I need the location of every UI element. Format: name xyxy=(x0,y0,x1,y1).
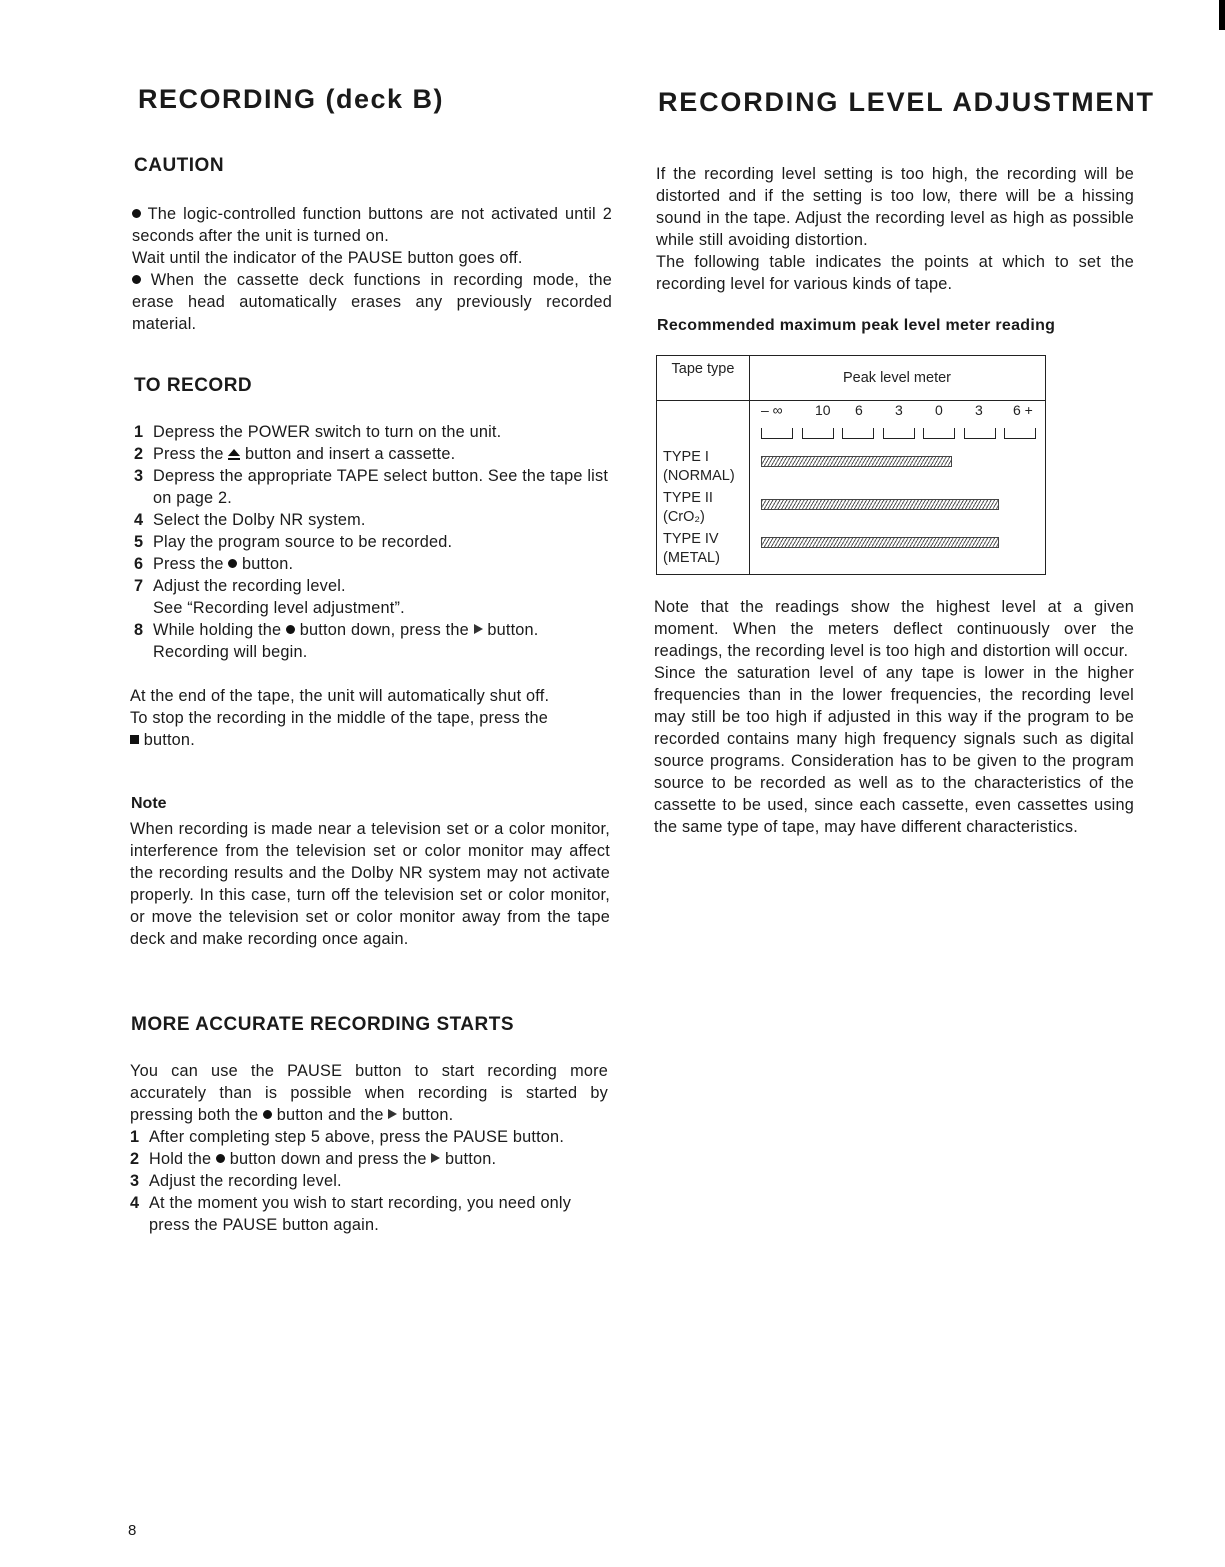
caution-paragraph-2: Wait until the indicator of the PAUSE button goes off. xyxy=(132,249,523,267)
play-icon xyxy=(474,624,483,634)
accurate-intro: You can use the PAUSE button to start recording more accurately than is possible when recording is started by pressing both the button and the button. xyxy=(130,1062,608,1124)
row-label-type2: TYPE II (CrO₂) xyxy=(663,490,713,525)
readings-paragraph-1: Note that the readings show the highest level at a given moment. When the meters deflect continuously over the readings, the recording level is too high and distortion will occur. xyxy=(654,598,1134,660)
level-bar xyxy=(761,537,999,548)
level-intro xyxy=(656,163,1134,295)
record-icon xyxy=(263,1110,272,1119)
note-heading: Note xyxy=(131,795,167,812)
stop-paragraph: To stop the recording in the middle of the tape, press the xyxy=(130,709,548,727)
scale-tick-label: 0 xyxy=(935,402,943,418)
caution-paragraph-1: The logic-controlled function buttons are not activated until 2 seconds after the unit is turned on. xyxy=(132,205,612,245)
meter-segment xyxy=(964,428,996,439)
stop-icon xyxy=(130,735,139,744)
section-title-recording: RECORDING (deck B) xyxy=(138,84,445,114)
bullet-icon xyxy=(132,209,141,218)
table-divider xyxy=(657,400,1045,401)
list-item: 3 Adjust the recording level. xyxy=(130,1172,342,1190)
bullet-icon xyxy=(132,275,141,284)
row-label-type1: TYPE I (NORMAL) xyxy=(663,449,735,484)
record-icon xyxy=(228,559,237,568)
readings-note xyxy=(654,596,1134,838)
scale-tick-label: – ∞ xyxy=(761,402,783,418)
level-bar xyxy=(761,456,952,467)
meter-segment xyxy=(842,428,874,439)
list-item: 6 Press the button. xyxy=(134,555,294,573)
meter-segment xyxy=(761,428,793,439)
tape-type-header: Tape type xyxy=(671,361,735,377)
list-item: 7 Adjust the recording level. See “Recording level adjustment”. xyxy=(134,577,405,617)
scale-tick-label: 3 xyxy=(895,402,903,418)
caution-text xyxy=(132,203,612,335)
play-icon xyxy=(431,1153,440,1163)
list-item: 2 Hold the button down and press the button. xyxy=(130,1150,497,1168)
end-of-tape-text: At the end of the tape, the unit will automatically shut off. To stop the recording in the middle of the tape, press the button. xyxy=(130,685,610,751)
list-item: 1 After completing step 5 above, press the PAUSE button. xyxy=(130,1128,565,1146)
table-heading: Recommended maximum peak level meter reading xyxy=(657,317,1056,334)
scale-tick-label: 10 xyxy=(815,402,831,418)
caution-heading: CAUTION xyxy=(134,155,225,176)
section-title-level-adjustment: RECORDING LEVEL ADJUSTMENT xyxy=(658,87,1155,117)
list-item: 4 At the moment you wish to start recording, you need only press the PAUSE button again. xyxy=(130,1194,572,1234)
page-edge-mark xyxy=(1219,0,1225,30)
list-item: 5 Play the program source to be recorded. xyxy=(134,533,453,551)
scale-tick-label: 3 xyxy=(975,402,983,418)
table-divider xyxy=(749,356,750,574)
list-item: 4 Select the Dolby NR system. xyxy=(134,511,366,529)
to-record-steps xyxy=(132,421,612,663)
level-intro-paragraph-1: If the recording level setting is too high, the recording will be distorted and if the setting is too low, there will be a hissing sound in the tape. Adjust the recording level as high as possible while still avoiding distortion. xyxy=(656,165,1134,249)
meter-segment xyxy=(802,428,834,439)
note-text: When recording is made near a television set or a color monitor, interference from the television set or color monitor may affect the recording results and the Dolby NR system may not activate properly. In this case, turn off the television set or color monitor, or move the television set or color monitor away from the tape deck and make recording once again. xyxy=(130,820,610,948)
to-record-heading: TO RECORD xyxy=(134,375,253,396)
readings-paragraph-2: Since the saturation level of any tape is lower in the higher frequencies than in the lower frequencies, the recording level may still be too high if adjusted in this way if the program to be recorded contains many high frequency signals such as digital source programs. Consideration has to be given to the program source to be recorded as well as to the characteristics of the cassette to be used, since each cassette, even cassettes using the same type of tape, may have different characteristics. xyxy=(654,664,1134,836)
level-bar xyxy=(761,499,999,510)
meter-segment xyxy=(1004,428,1036,439)
caution-paragraph-3: When the cassette deck functions in recording mode, the erase head automatically erases any previously recorded material. xyxy=(132,271,612,333)
meter-segment xyxy=(883,428,915,439)
end-paragraph: At the end of the tape, the unit will automatically shut off. xyxy=(130,687,550,705)
scale-tick-label: 6 + xyxy=(1013,402,1033,418)
record-icon xyxy=(216,1154,225,1163)
accurate-heading: MORE ACCURATE RECORDING STARTS xyxy=(131,1014,515,1035)
row-label-type4: TYPE IV (METAL) xyxy=(663,531,720,566)
meter-segment xyxy=(923,428,955,439)
scale-tick-label: 6 xyxy=(855,402,863,418)
list-item: 2 Press the button and insert a cassette. xyxy=(134,445,456,463)
peak-level-table xyxy=(656,355,1046,575)
list-item: 1 Depress the POWER switch to turn on the unit. xyxy=(134,423,502,441)
peak-meter-header: Peak level meter xyxy=(843,370,951,386)
list-item: 8 While holding the button down, press the button. Recording will begin. xyxy=(134,621,539,661)
accurate-steps xyxy=(128,1126,608,1236)
record-icon xyxy=(286,625,295,634)
level-intro-paragraph-2: The following table indicates the points at which to set the recording level for various kinds of tape. xyxy=(656,253,1134,293)
page-number: 8 xyxy=(128,1522,137,1539)
eject-icon xyxy=(228,449,240,456)
list-item: 3 Depress the appropriate TAPE select button. See the tape list on page 2. xyxy=(134,467,609,507)
